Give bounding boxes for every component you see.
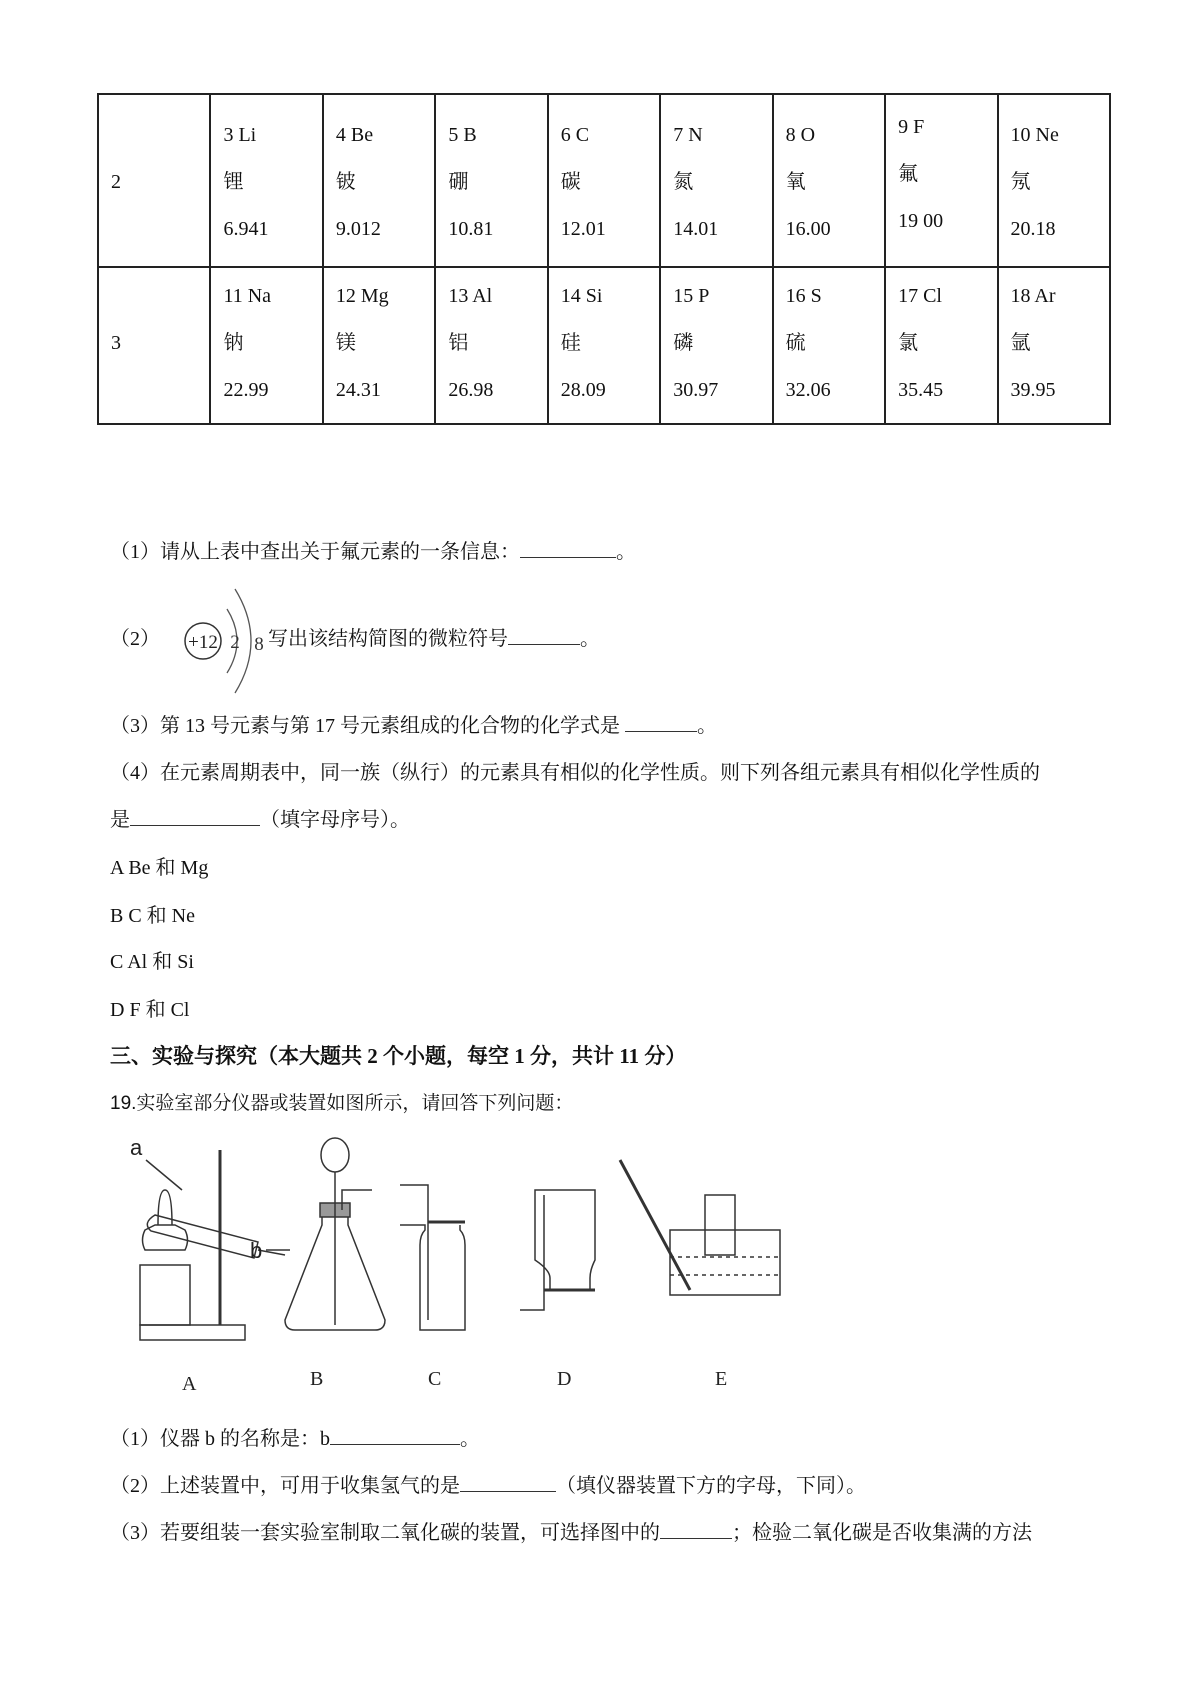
element-name: 氖 xyxy=(1010,171,1031,193)
period-cell xyxy=(98,267,210,424)
element-cell xyxy=(435,94,547,267)
question-text: ；检验二氧化碳是否收集满的方法 xyxy=(732,1522,1032,1544)
element-name: 硼 xyxy=(448,171,469,193)
punctuation: 。 xyxy=(580,628,600,650)
label-a: a xyxy=(130,1135,143,1160)
element-cell xyxy=(548,267,660,424)
answer-blank[interactable] xyxy=(130,807,260,826)
shell-2-electrons: 8 xyxy=(254,634,264,655)
element-symbol: 16 S xyxy=(785,285,822,307)
element-symbol: 13 Al xyxy=(448,285,493,307)
element-cell xyxy=(773,267,885,424)
element-mass: 35.45 xyxy=(898,379,944,401)
element-name: 氯 xyxy=(898,332,919,354)
element-symbol: 7 N xyxy=(673,124,703,146)
q18-part2 xyxy=(268,622,600,651)
element-mass: 24.31 xyxy=(335,379,381,401)
q19-part2 xyxy=(110,1469,866,1498)
element-symbol: 10 Ne xyxy=(1010,124,1059,146)
element-name: 硫 xyxy=(785,332,806,354)
q18-part3 xyxy=(110,709,717,738)
element-mass: 28.09 xyxy=(560,379,606,401)
option-d: D F 和 Cl xyxy=(110,999,190,1021)
element-cell xyxy=(210,94,322,267)
option-a: A Be 和 Mg xyxy=(110,857,209,879)
collecting-bottle xyxy=(705,1195,735,1255)
element-mass: 32.06 xyxy=(785,379,831,401)
answer-blank[interactable] xyxy=(660,1520,732,1539)
element-symbol: 3 Li xyxy=(223,124,257,146)
element-name: 锂 xyxy=(223,171,244,193)
element-symbol: 5 B xyxy=(448,124,477,146)
element-name: 氮 xyxy=(673,171,694,193)
element-symbol: 18 Ar xyxy=(1010,285,1056,307)
table-row-period-2 xyxy=(98,94,1110,267)
option-b: B C 和 Ne xyxy=(110,905,195,927)
nucleus-charge: +12 xyxy=(188,632,218,653)
gas-bottle xyxy=(400,1225,465,1330)
apparatus-figure xyxy=(110,1130,830,1400)
element-cell xyxy=(773,94,885,267)
element-mass: 22.99 xyxy=(223,379,269,401)
element-symbol: 6 C xyxy=(560,124,590,146)
element-mass: 39.95 xyxy=(1010,379,1056,401)
element-symbol: 9 F xyxy=(898,116,925,138)
element-cell xyxy=(998,267,1111,424)
punctuation: 。 xyxy=(616,541,636,563)
question-text: （填仪器装置下方的字母，下同）。 xyxy=(556,1475,866,1497)
q18-part4-cont xyxy=(110,803,410,832)
element-name: 氟 xyxy=(898,163,919,185)
element-cell xyxy=(885,94,997,267)
wood-block xyxy=(140,1265,190,1325)
element-name: 碳 xyxy=(560,171,581,193)
section-heading: 三、实验与探究（本大题共 2 个小题，每空 1 分，共计 11 分） xyxy=(110,1044,687,1068)
element-cell xyxy=(435,267,547,424)
element-mass: 16.00 xyxy=(785,218,831,240)
answer-blank[interactable] xyxy=(460,1473,556,1492)
element-mass: 12.01 xyxy=(560,218,606,240)
period-cell xyxy=(98,94,210,267)
apparatus-e xyxy=(620,1160,780,1295)
caption-d: D xyxy=(557,1368,572,1390)
element-name: 硅 xyxy=(560,332,581,354)
punctuation: 。 xyxy=(460,1428,480,1450)
apparatus-b xyxy=(250,1138,385,1330)
element-cell xyxy=(660,94,772,267)
element-name: 铝 xyxy=(448,332,469,354)
element-mass: 30.97 xyxy=(673,379,719,401)
question-text: （1）请从上表中查出关于氟元素的一条信息： xyxy=(110,541,520,563)
test-tube xyxy=(147,1215,258,1258)
punctuation: 。 xyxy=(697,715,717,737)
question-text: （4）在元素周期表中，同一族（纵行）的元素具有相似的化学性质。则下列各组元素具有相似化学性质的 xyxy=(110,762,1040,784)
element-mass: 14.01 xyxy=(673,218,719,240)
question-number: （2） xyxy=(110,628,160,650)
element-name: 磷 xyxy=(673,332,694,354)
question-text: （2）上述装置中，可用于收集氢气的是 xyxy=(110,1475,460,1497)
q19-intro: 19.实验室部分仪器或装置如图所示，请回答下列问题： xyxy=(110,1093,574,1114)
element-cell xyxy=(998,94,1111,267)
element-name: 氧 xyxy=(785,171,806,193)
element-name: 钠 xyxy=(223,332,244,354)
label-b: b xyxy=(250,1238,263,1263)
q18-part2-label xyxy=(110,622,160,651)
period-number: 2 xyxy=(111,171,121,193)
element-name: 铍 xyxy=(335,171,356,193)
q18-part1 xyxy=(110,535,636,564)
apparatus-d xyxy=(520,1190,595,1310)
element-symbol: 17 Cl xyxy=(898,285,942,307)
element-symbol: 11 Na xyxy=(223,285,272,307)
caption-b: B xyxy=(310,1368,324,1390)
element-name: 氩 xyxy=(1010,332,1031,354)
element-symbol: 4 Be xyxy=(335,124,374,146)
period-number: 3 xyxy=(111,332,121,354)
answer-blank[interactable] xyxy=(508,626,580,645)
caption-e: E xyxy=(715,1368,728,1390)
element-cell xyxy=(548,94,660,267)
q19-part3 xyxy=(110,1516,1032,1545)
question-text: （1）仪器 b 的名称是：b xyxy=(110,1428,330,1450)
caption-c: C xyxy=(428,1368,442,1390)
element-mass: 10.81 xyxy=(448,218,494,240)
element-symbol: 14 Si xyxy=(560,285,603,307)
atom-structure-diagram xyxy=(175,587,275,695)
answer-blank[interactable] xyxy=(520,539,616,558)
element-mass: 26.98 xyxy=(448,379,494,401)
element-cell xyxy=(323,94,435,267)
funnel-bulb xyxy=(321,1138,349,1172)
element-symbol: 8 O xyxy=(785,124,816,146)
element-mass: 20.18 xyxy=(1010,218,1056,240)
stand-base xyxy=(140,1325,245,1340)
answer-blank[interactable] xyxy=(625,713,697,732)
question-text: 写出该结构简图的微粒符号 xyxy=(268,628,508,650)
element-symbol: 15 P xyxy=(673,285,710,307)
question-text: （3）第 13 号元素与第 17 号元素组成的化合物的化学式是 xyxy=(110,715,625,737)
element-mass: 9.012 xyxy=(335,218,381,240)
shell-1-electrons: 2 xyxy=(230,632,240,653)
caption-a: A xyxy=(182,1373,197,1395)
element-cell xyxy=(885,267,997,424)
question-text: 是 xyxy=(110,809,130,831)
element-cell xyxy=(323,267,435,424)
answer-blank[interactable] xyxy=(330,1426,460,1445)
element-mass: 19 00 xyxy=(898,210,944,232)
apparatus-c xyxy=(400,1185,465,1330)
element-cell xyxy=(210,267,322,424)
periodic-table xyxy=(97,93,1111,425)
element-symbol: 12 Mg xyxy=(335,285,389,307)
q19-part1 xyxy=(110,1422,480,1451)
question-text: （3）若要组装一套实验室制取二氧化碳的装置，可选择图中的 xyxy=(110,1522,660,1544)
option-c: C Al 和 Si xyxy=(110,951,194,973)
element-cell xyxy=(660,267,772,424)
question-text: （填字母序号）。 xyxy=(260,809,410,831)
q18-part4 xyxy=(110,756,1040,785)
delivery-tube xyxy=(620,1160,690,1290)
element-mass: 6.941 xyxy=(223,218,269,240)
element-name: 镁 xyxy=(335,332,356,354)
table-row-period-3 xyxy=(98,267,1110,424)
